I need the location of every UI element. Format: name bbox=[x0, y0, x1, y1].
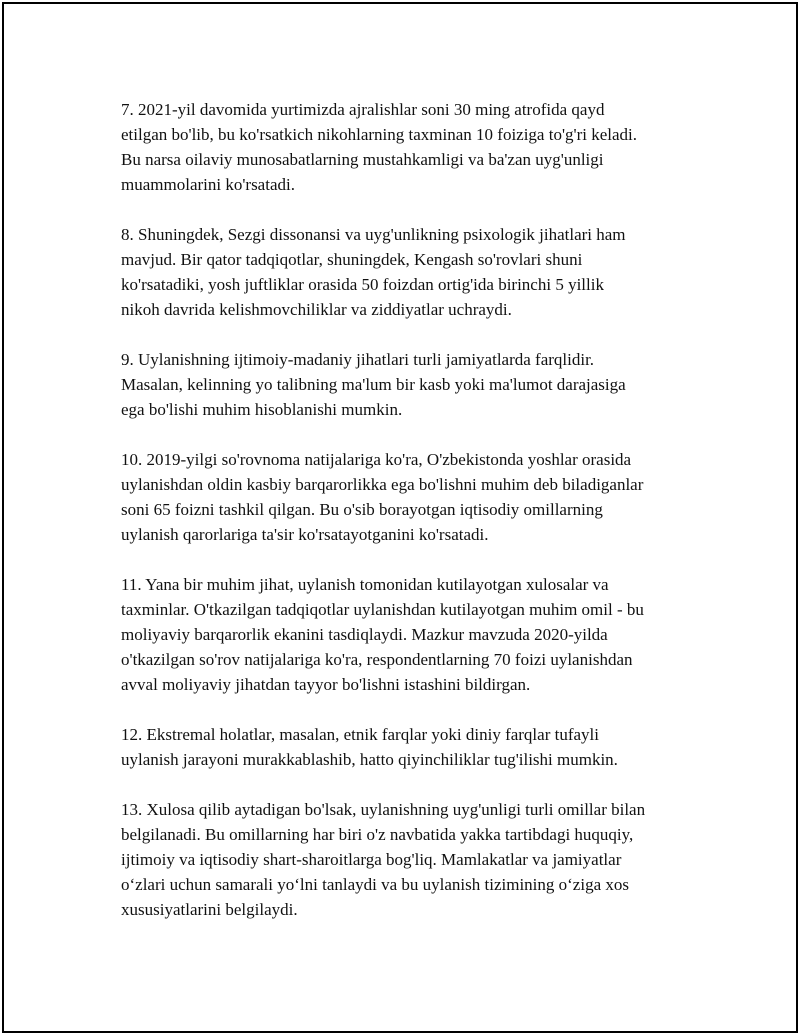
text-line: ijtimoiy va iqtisodiy shart-sharoitlarga bog'liq. Mamlakatlar va jamiyatlar bbox=[121, 850, 622, 869]
text-line: 8. Shuningdek, Sezgi dissonansi va uyg'unlikning psixologik jihatlari ham bbox=[121, 225, 626, 244]
document-body bbox=[121, 97, 721, 947]
text-line: ko'rsatadiki, yosh juftliklar orasida 50 foizdan ortig'ida birinchi 5 yillik bbox=[121, 275, 604, 294]
text-line: avval moliyaviy jihatdan tayyor bo'lishni istashini bildirgan. bbox=[121, 675, 531, 694]
text-line: etilgan bo'lib, bu ko'rsatkich nikohlarning taxminan 10 foiziga to'g'ri keladi. bbox=[121, 125, 638, 144]
text-line: soni 65 foizni tashkil qilgan. Bu o'sib borayotgan iqtisodiy omillarning bbox=[121, 500, 603, 519]
text-line: uylanishdan oldin kasbiy barqarorlikka ega bo'lishni muhim deb biladiganlar bbox=[121, 475, 644, 494]
text-line: 7. 2021-yil davomida yurtimizda ajralishlar soni 30 ming atrofida qayd bbox=[121, 100, 605, 119]
text-line: uylanish jarayoni murakkablashib, hatto qiyinchiliklar tug'ilishi mumkin. bbox=[121, 750, 618, 769]
text-line: o'tkazilgan so'rov natijalariga ko'ra, respondentlarning 70 foizi uylanishdan bbox=[121, 650, 633, 669]
text-line: nikoh davrida kelishmovchiliklar va ziddiyatlar uchraydi. bbox=[121, 300, 512, 319]
text-line: belgilanadi. Bu omillarning har biri o'z navbatida yakka tartibdagi huquqiy, bbox=[121, 825, 634, 844]
page bbox=[2, 2, 798, 1033]
text-line: Masalan, kelinning yo talibning ma'lum bir kasb yoki ma'lumot darajasiga bbox=[121, 375, 626, 394]
text-line: 9. Uylanishning ijtimoiy-madaniy jihatlari turli jamiyatlarda farqlidir. bbox=[121, 350, 595, 369]
text-line: 13. Xulosa qilib aytadigan bo'lsak, uylanishning uyg'unligi turli omillar bilan bbox=[121, 800, 646, 819]
text-line: moliyaviy barqarorlik ekanini tasdiqlaydi. Mazkur mavzuda 2020-yilda bbox=[121, 625, 608, 644]
text-line: uylanish qarorlariga ta'sir ko'rsatayotganini ko'rsatadi. bbox=[121, 525, 489, 544]
text-line: o‘zlari uchun samarali yo‘lni tanlaydi va bu uylanish tizimining o‘ziga xos bbox=[121, 875, 629, 894]
paragraph-13 bbox=[121, 797, 721, 922]
text-line: 10. 2019-yilgi so'rovnoma natijalariga ko'ra, O'zbekistonda yoshlar orasida bbox=[121, 450, 632, 469]
text-line: muammolarini ko'rsatadi. bbox=[121, 175, 295, 194]
paragraph-10 bbox=[121, 447, 721, 547]
text-line: 12. Ekstremal holatlar, masalan, etnik farqlar yoki diniy farqlar tufayli bbox=[121, 725, 599, 744]
paragraph-9 bbox=[121, 347, 721, 422]
paragraph-11 bbox=[121, 572, 721, 697]
text-line: 11. Yana bir muhim jihat, uylanish tomonidan kutilayotgan xulosalar va bbox=[121, 575, 609, 594]
text-line: mavjud. Bir qator tadqiqotlar, shuningdek, Kengash so'rovlari shuni bbox=[121, 250, 583, 269]
paragraph-8 bbox=[121, 222, 721, 322]
text-line: ega bo'lishi muhim hisoblanishi mumkin. bbox=[121, 400, 403, 419]
text-line: taxminlar. O'tkazilgan tadqiqotlar uylanishdan kutilayotgan muhim omil - bu bbox=[121, 600, 644, 619]
text-line: xususiyatlarini belgilaydi. bbox=[121, 900, 298, 919]
paragraph-12 bbox=[121, 722, 721, 772]
text-line: Bu narsa oilaviy munosabatlarning mustahkamligi va ba'zan uyg'unligi bbox=[121, 150, 604, 169]
paragraph-7 bbox=[121, 97, 721, 197]
